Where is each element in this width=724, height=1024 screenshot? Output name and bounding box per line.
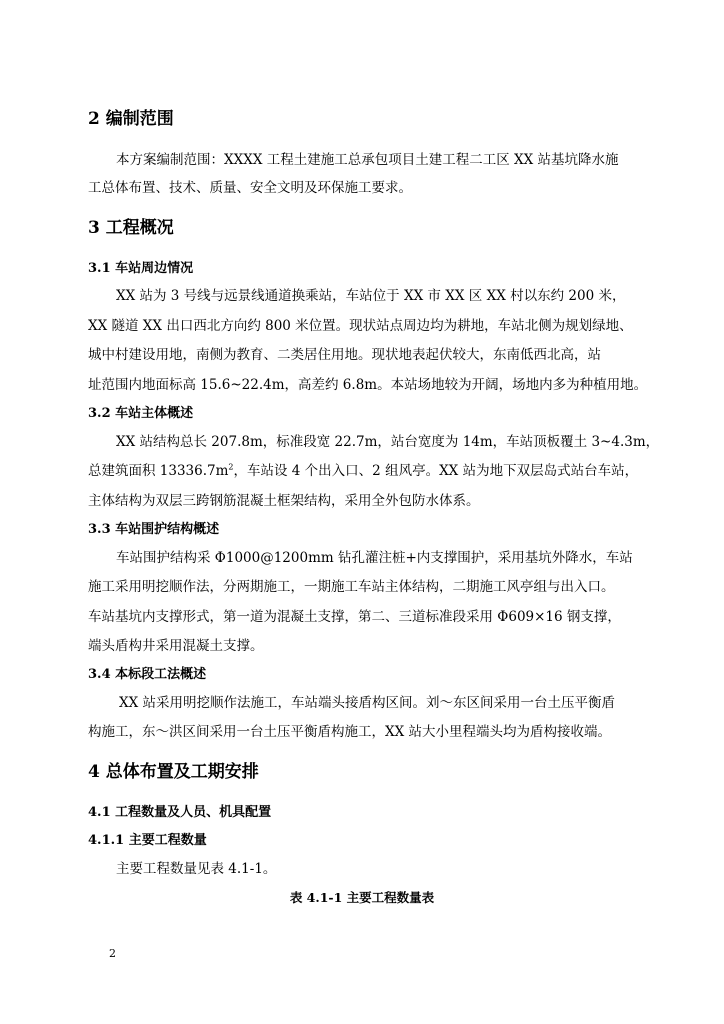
- section-3-3-line-3: 车站基坑内支撑形式，第一道为混凝土支撑，第二、三道标准段采用 Φ609×16 钢支撑，: [88, 609, 621, 625]
- section-3-3-line-1: 车站围护结构采 Φ1000@1200mm 钻孔灌注桩+内支撑围护，采用基坑外降水，车站: [116, 550, 633, 566]
- section-3-3-heading: 3.3 车站围护结构概述: [88, 522, 220, 537]
- section-3-1-line-2: XX 隧道 XX 出口西北方向约 800 米位置。现状站点周边均为耕地，车站北侧为规划绿地、: [88, 318, 633, 334]
- section-2-heading: 2 编制范围: [88, 109, 174, 129]
- section-3-2-line-2: [88, 462, 638, 480]
- section-3-1-line-1: XX 站为 3 号线与远景线通道换乘站，车站位于 XX 市 XX 区 XX 村以东约 200 米，: [116, 288, 626, 304]
- page-number: 2: [109, 947, 116, 960]
- section-3-4-heading: 3.4 本标段工法概述: [88, 667, 207, 682]
- section-3-1-line-4: 址范围内地面标高 15.6~22.4m，高差约 6.8m。本站场地较为开阔，场地内多为种植用地。: [88, 377, 648, 393]
- section-3-1-line-3: 城中村建设用地，南侧为教育、二类居住用地。现状地表起伏较大，东南低西北高，站: [88, 347, 601, 363]
- section-4-1-heading: 4.1 工程数量及人员、机具配置: [88, 805, 272, 820]
- section-3-2-line-2-start: 总建筑面积 13336.7m: [88, 463, 229, 479]
- section-2-paragraph-line-1: 本方案编制范围：XXXX 工程土建施工总承包项目土建工程二工区 XX 站基坑降水施: [116, 152, 619, 168]
- table-caption: 表 4.1-1 主要工程数量表: [289, 890, 435, 905]
- section-3-1-heading: 3.1 车站周边情况: [88, 261, 194, 276]
- section-4-heading: 4 总体布置及工期安排: [88, 762, 259, 782]
- section-4-1-1-line: 主要工程数量见表 4.1-1。: [116, 861, 277, 877]
- section-3-2-line-2-end: ，车站设 4 个出入口、2 组风亭。XX 站为地下双层岛式站台车站，: [233, 463, 639, 479]
- section-3-2-heading: 3.2 车站主体概述: [88, 406, 194, 421]
- section-3-3-line-2: 施工采用明挖顺作法，分两期施工，一期施工车站主体结构，二期施工风亭组与出入口。: [88, 579, 615, 595]
- section-3-heading: 3 工程概况: [88, 218, 174, 238]
- section-2-paragraph-line-2: 工总体布置、技术、质量、安全文明及环保施工要求。: [88, 180, 412, 196]
- section-3-3-line-4: 端头盾构井采用混凝土支撑。: [88, 638, 264, 654]
- section-3-4-line-1: XX 站采用明挖顺作法施工，车站端头接盾构区间。刘～东区间采用一台土压平衡盾: [119, 695, 616, 711]
- section-3-2-line-1: XX 站结构总长 207.8m，标准段宽 22.7m，站台宽度为 14m，车站顶板覆土 3~4.3m，: [116, 434, 660, 450]
- section-3-4-line-2: 构施工，东～洪区间采用一台土压平衡盾构施工，XX 站大小里程端头均为盾构接收端。: [88, 724, 612, 740]
- section-3-2-line-3: 主体结构为双层三跨钢筋混凝土框架结构，采用全外包防水体系。: [88, 493, 480, 509]
- area-unit-superscript: 2: [228, 462, 234, 472]
- section-4-1-1-heading: 4.1.1 主要工程数量: [88, 833, 207, 848]
